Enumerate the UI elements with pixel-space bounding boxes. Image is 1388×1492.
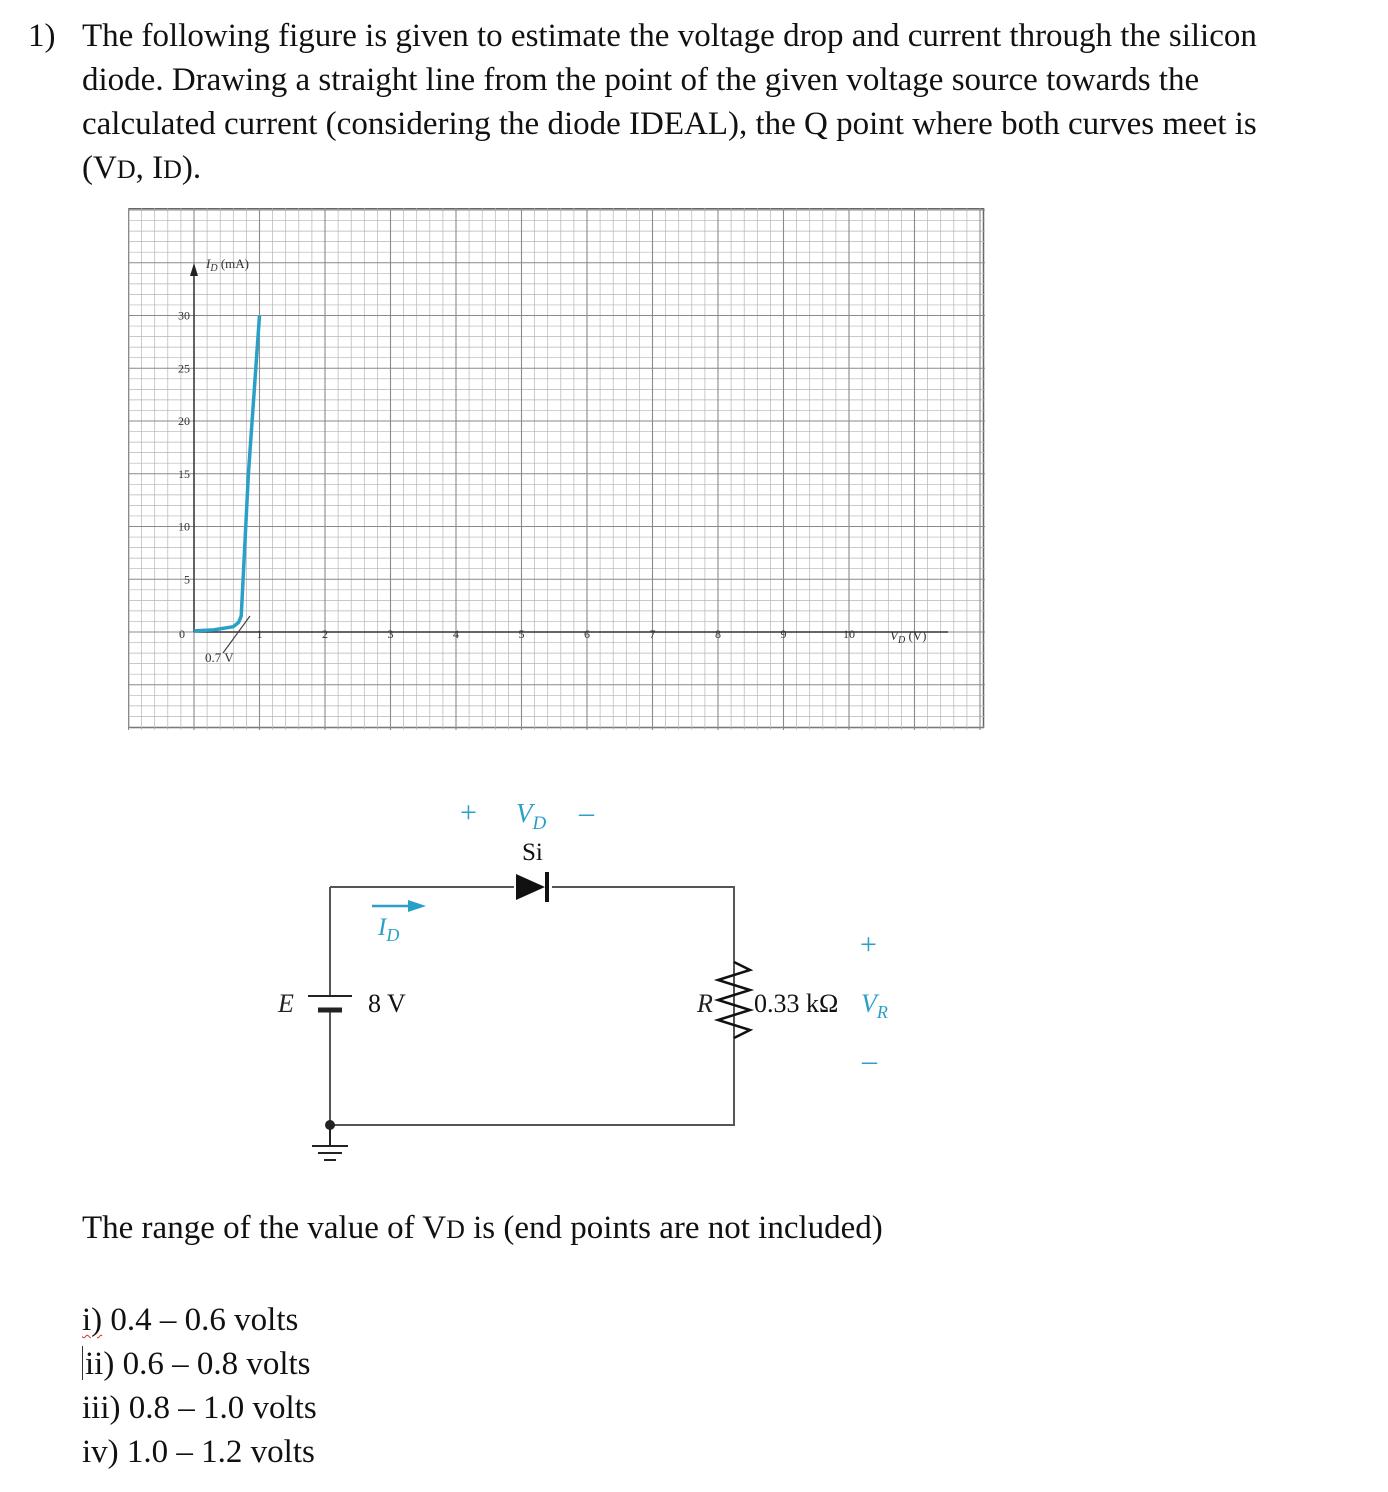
vd-minus-sign: – <box>579 796 594 829</box>
option-number: ii) <box>85 1346 115 1382</box>
current-arrow-icon <box>408 900 426 912</box>
x-tick-label: 7 <box>649 627 656 641</box>
y-tick-label: 5 <box>184 572 190 587</box>
x-tick-label: 5 <box>518 627 525 641</box>
y-axis-label: $I_D$ (mA) <box>206 256 249 274</box>
answer-options <box>82 1298 317 1474</box>
option-iii[interactable] <box>82 1386 317 1430</box>
question-line: calculated current (considering the diode IDEAL), the Q point where both curves meet is <box>82 106 1257 142</box>
range-question <box>82 1206 883 1252</box>
x-tick-label: 2 <box>322 627 328 641</box>
vd-label: $V_D$ <box>516 798 547 834</box>
option-number: i) <box>82 1302 103 1338</box>
option-iv[interactable] <box>82 1430 317 1474</box>
source-label: E <box>278 989 294 1018</box>
text-fragment: The range of the value of V <box>82 1210 447 1246</box>
option-ii[interactable] <box>82 1342 317 1386</box>
option-number: iv) <box>82 1434 119 1470</box>
text-fragment: is (end points are not included) <box>464 1210 883 1246</box>
diode-type-label: Si <box>522 839 543 866</box>
option-text: 0.8 – 1.0 volts <box>128 1390 317 1426</box>
diode-icon <box>516 874 545 900</box>
x-tick-label: 3 <box>387 627 394 641</box>
x-tick-label: 9 <box>780 627 787 641</box>
chart-frame <box>129 209 984 728</box>
x-tick-label: 1 <box>256 627 263 641</box>
subscript: D <box>446 1215 465 1244</box>
vr-label: $V_R$ <box>861 989 888 1022</box>
text-fragment: , I <box>135 150 164 186</box>
y-tick-label: 25 <box>178 361 190 376</box>
current-label: $I_D$ <box>378 914 400 945</box>
question-line: The following figure is given to estimate the voltage drop and current through the silicon <box>82 18 1257 54</box>
x-tick-label: 4 <box>453 627 459 641</box>
x-tick-label: 8 <box>715 627 721 641</box>
question-number: 1) <box>28 18 56 54</box>
circuit-diagram <box>260 780 960 1180</box>
question-line: diode. Drawing a straight line from the point of the given voltage source towards the <box>82 62 1200 98</box>
subscript: D <box>116 155 136 184</box>
diode-characteristic-chart <box>128 208 985 730</box>
option-text: 0.4 – 0.6 volts <box>110 1302 299 1338</box>
option-text: 0.6 – 0.8 volts <box>122 1346 311 1382</box>
question-text <box>82 14 1352 192</box>
vd-plus-sign: + <box>460 796 477 829</box>
y-tick-label: 30 <box>178 308 190 323</box>
y-tick-label: 15 <box>178 466 190 481</box>
resistor-label: R <box>697 989 713 1018</box>
option-text: 1.0 – 1.2 volts <box>126 1434 315 1470</box>
vr-minus-sign: – <box>862 1044 877 1077</box>
option-i[interactable] <box>82 1298 317 1342</box>
question-line-last <box>82 146 1352 192</box>
vr-plus-sign: + <box>860 928 877 961</box>
annotation-0-7v: 0.7 V <box>205 650 234 665</box>
text-fragment: ). <box>181 150 202 186</box>
x-tick-label: 0 <box>179 627 185 641</box>
x-tick-label: 6 <box>584 627 590 641</box>
resistor-value: 0.33 kΩ <box>754 989 839 1018</box>
option-number: iii) <box>82 1390 121 1426</box>
text-fragment: (V <box>82 150 117 186</box>
x-tick-label: 10 <box>843 627 855 641</box>
x-axis-label: $V_D$ (V) <box>890 628 927 646</box>
y-tick-label: 10 <box>178 519 190 534</box>
subscript: D <box>163 155 182 184</box>
text-cursor <box>82 1346 83 1380</box>
y-tick-label: 20 <box>178 414 190 428</box>
source-value: 8 V <box>368 989 406 1018</box>
